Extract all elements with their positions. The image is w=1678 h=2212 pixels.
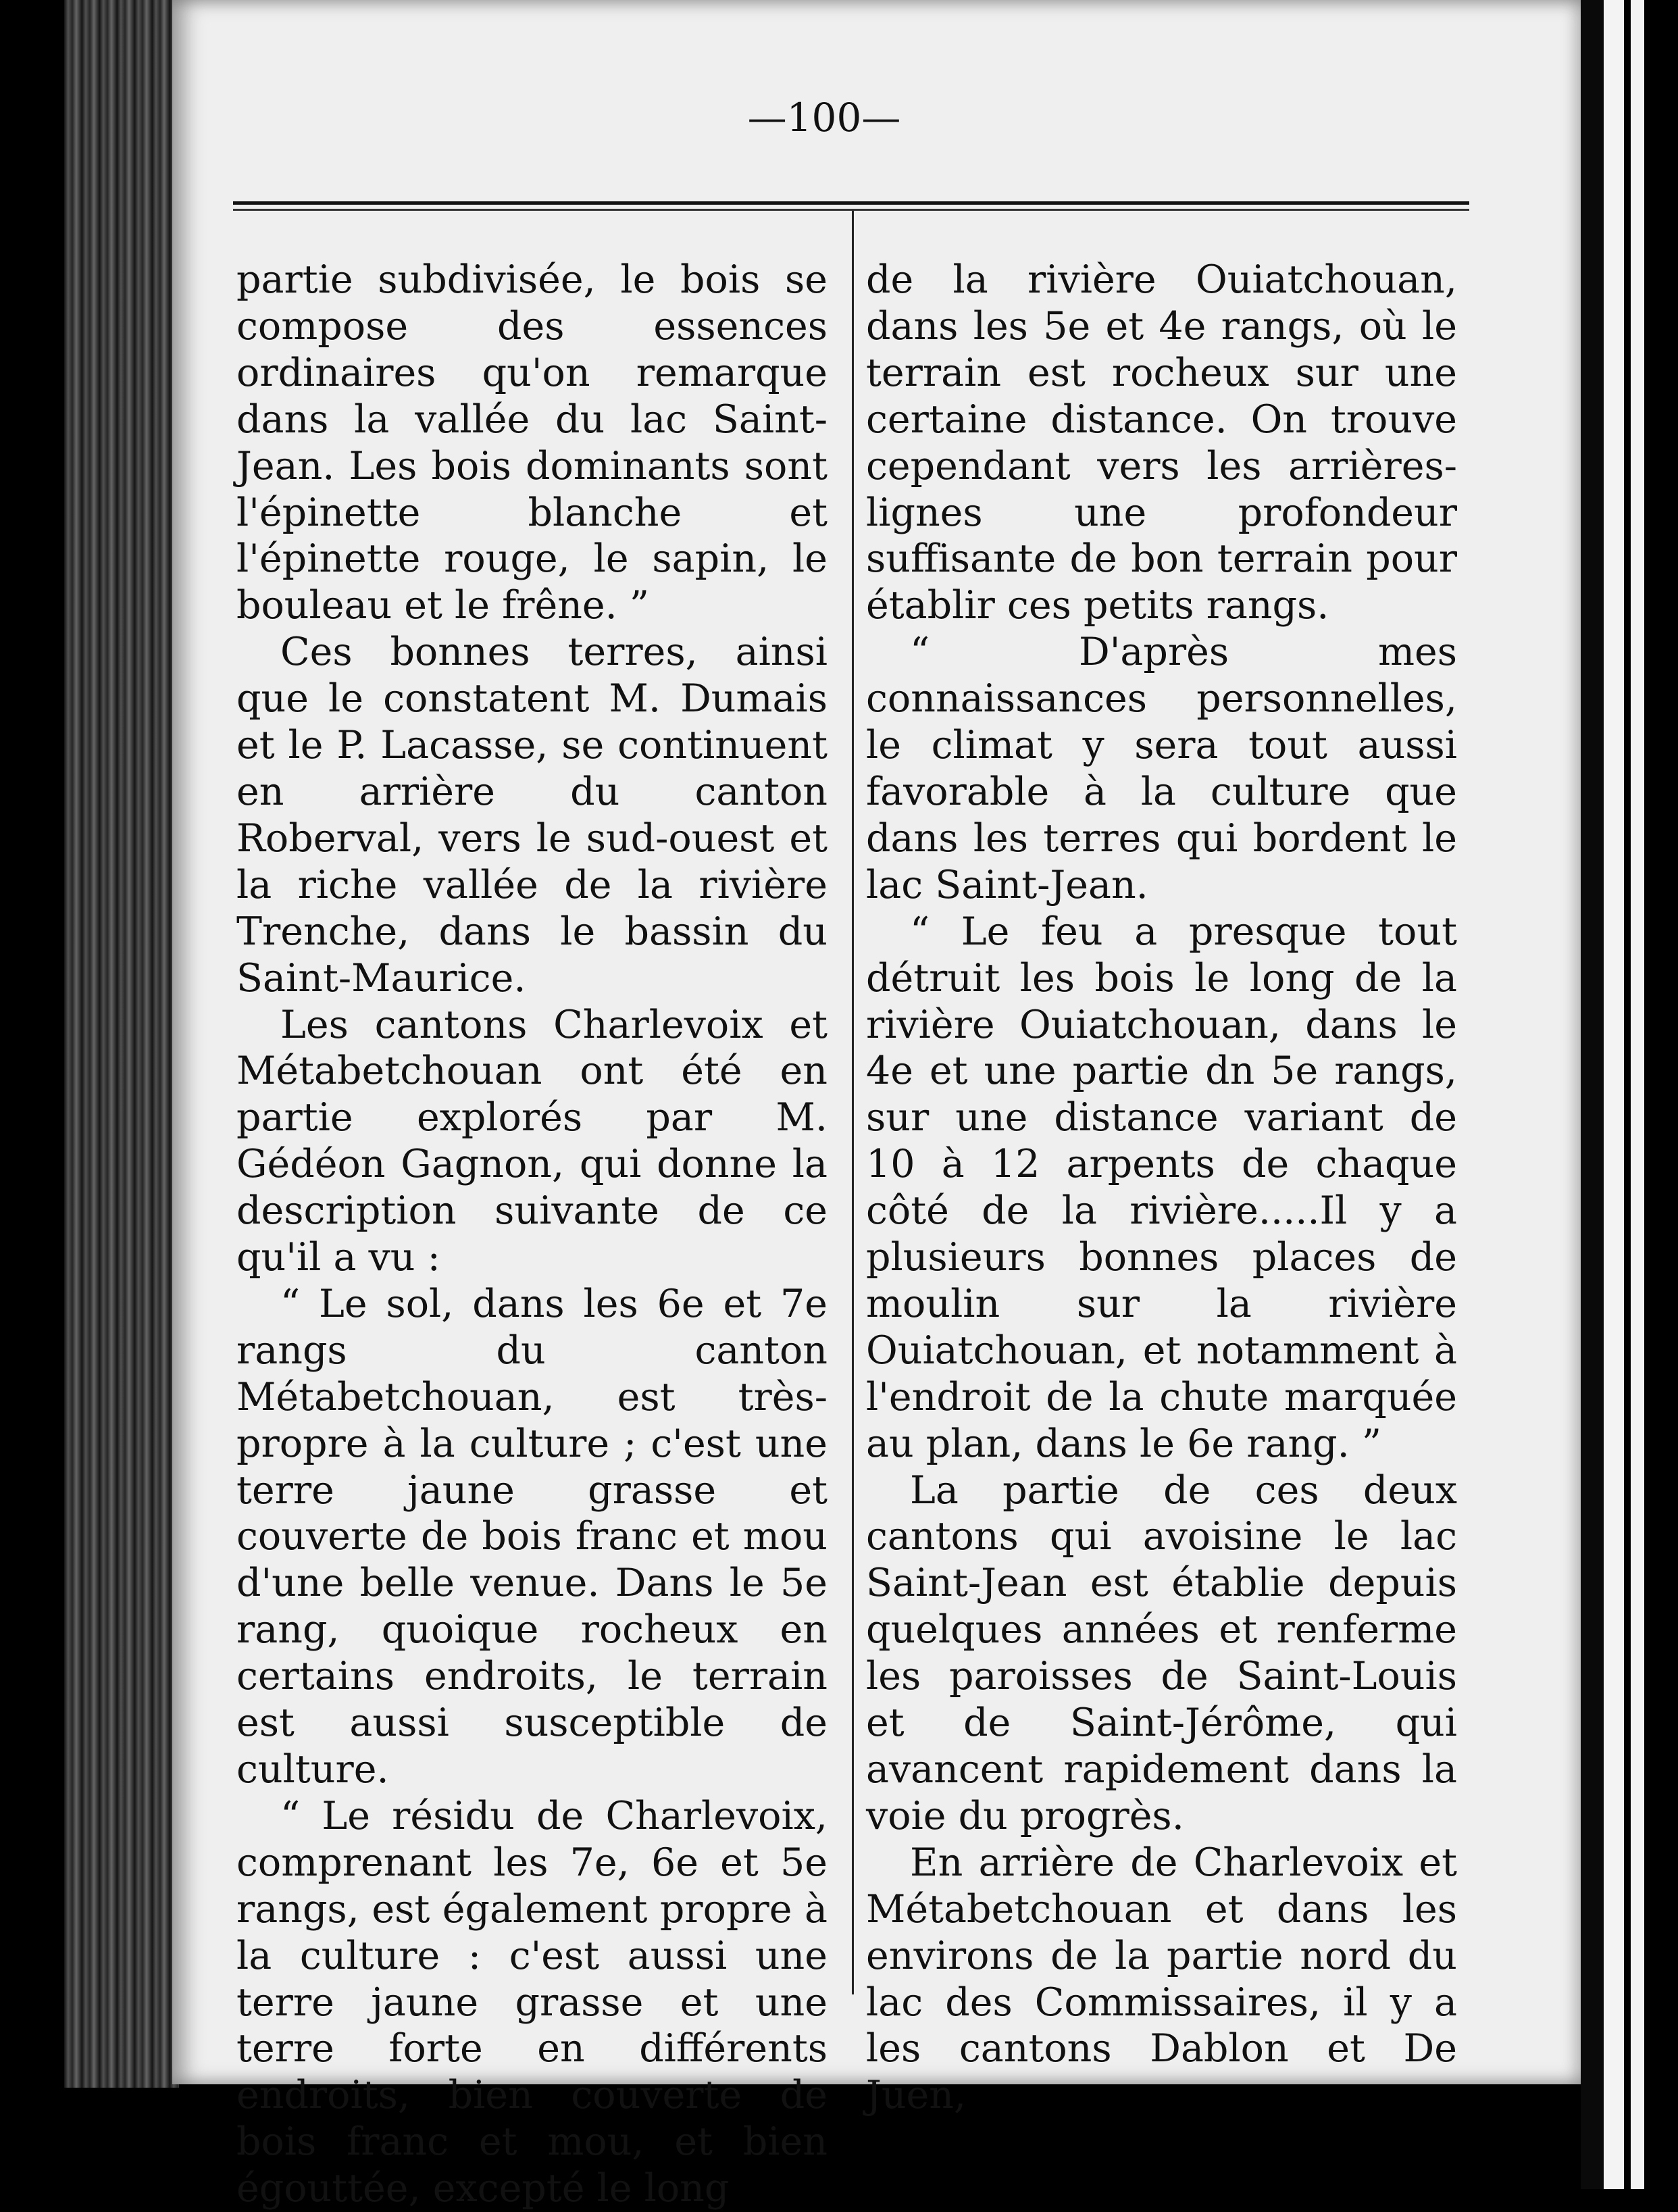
paragraph: En arrière de Charlevoix et Métabetchouan et dans les environs de la partie nord du lac des Commissaires, il y a les cantons Dablon et De Juen, [866, 1840, 1457, 2118]
paragraph: “ Le résidu de Charlevoix, comprenant les 7e, 6e et 5e rangs, est également propre à la culture : c'est aussi une terre jaune grasse et une terre forte en différents endroits, bien couverte de bois franc et mou, et bien égouttée, excepté le long [236, 1793, 828, 2211]
paragraph: “ Le sol, dans les 6e et 7e rangs du canton Métabetchouan, est très-propre à la culture ; c'est une terre jaune grasse et couverte de bois franc et mou d'une belle venue. Dans le 5e rang, quoique rocheux en certains endroits, le terrain est aussi susceptible de culture. [236, 1281, 828, 1792]
right-column [866, 257, 1457, 2119]
right-margin-bar [1581, 0, 1604, 2189]
right-margin-line [1624, 0, 1631, 2189]
paragraph: Ces bonnes terres, ainsi que le constatent M. Dumais et le P. Lacasse, se continuent en arrière du canton Roberval, vers le sud-ouest et la riche vallée de la rivière Trenche, dans le bassin du Saint-Maurice. [236, 630, 828, 1001]
page-stack-edges [64, 0, 179, 2088]
column-divider [852, 211, 854, 1994]
paragraph: partie subdivisée, le bois se compose des essences ordinaires qu'on remarque dans la vallée du lac Saint-Jean. Les bois dominants sont l'épinette blanche et l'épinette rouge, le sapin, le bouleau et le frêne. ” [236, 257, 828, 628]
left-column [236, 257, 828, 2212]
paragraph: “ Le feu a presque tout détruit les bois le long de la rivière Ouiatchouan, dans le 4e et une partie dn 5e rangs, sur une distance variant de 10 à 12 arpents de chaque côté de la rivière.....Il y a plusieurs bonnes places de moulin sur la rivière Ouiatchouan, et notamment à l'endroit de la chute marquée au plan, dans le 6e rang. ” [866, 909, 1457, 1466]
paragraph: Les cantons Charlevoix et Métabetchouan ont été en partie explorés par M. Gédéon Gagnon, qui donne la description suivante de ce qu'il a vu : [236, 1002, 828, 1280]
paragraph: “ D'après mes connaissances personnelles, le climat y sera tout aussi favorable à la culture que dans les terres qui bordent le lac Saint-Jean. [866, 630, 1457, 907]
paragraph: de la rivière Ouiatchouan, dans les 5e et 4e rangs, où le terrain est rocheux sur une certaine distance. On trouve cependant vers les arrières-lignes une profondeur suffisante de bon terrain pour établir ces petits rangs. [866, 257, 1457, 628]
header-rule [233, 201, 1469, 211]
page-number: —100— [747, 95, 901, 141]
paragraph: La partie de ces deux cantons qui avoisine le lac Saint-Jean est établie depuis quelques années et renferme les paroisses de Saint-Louis et de Saint-Jérôme, qui avancent rapidement dans la voie du progrès. [866, 1467, 1457, 1838]
